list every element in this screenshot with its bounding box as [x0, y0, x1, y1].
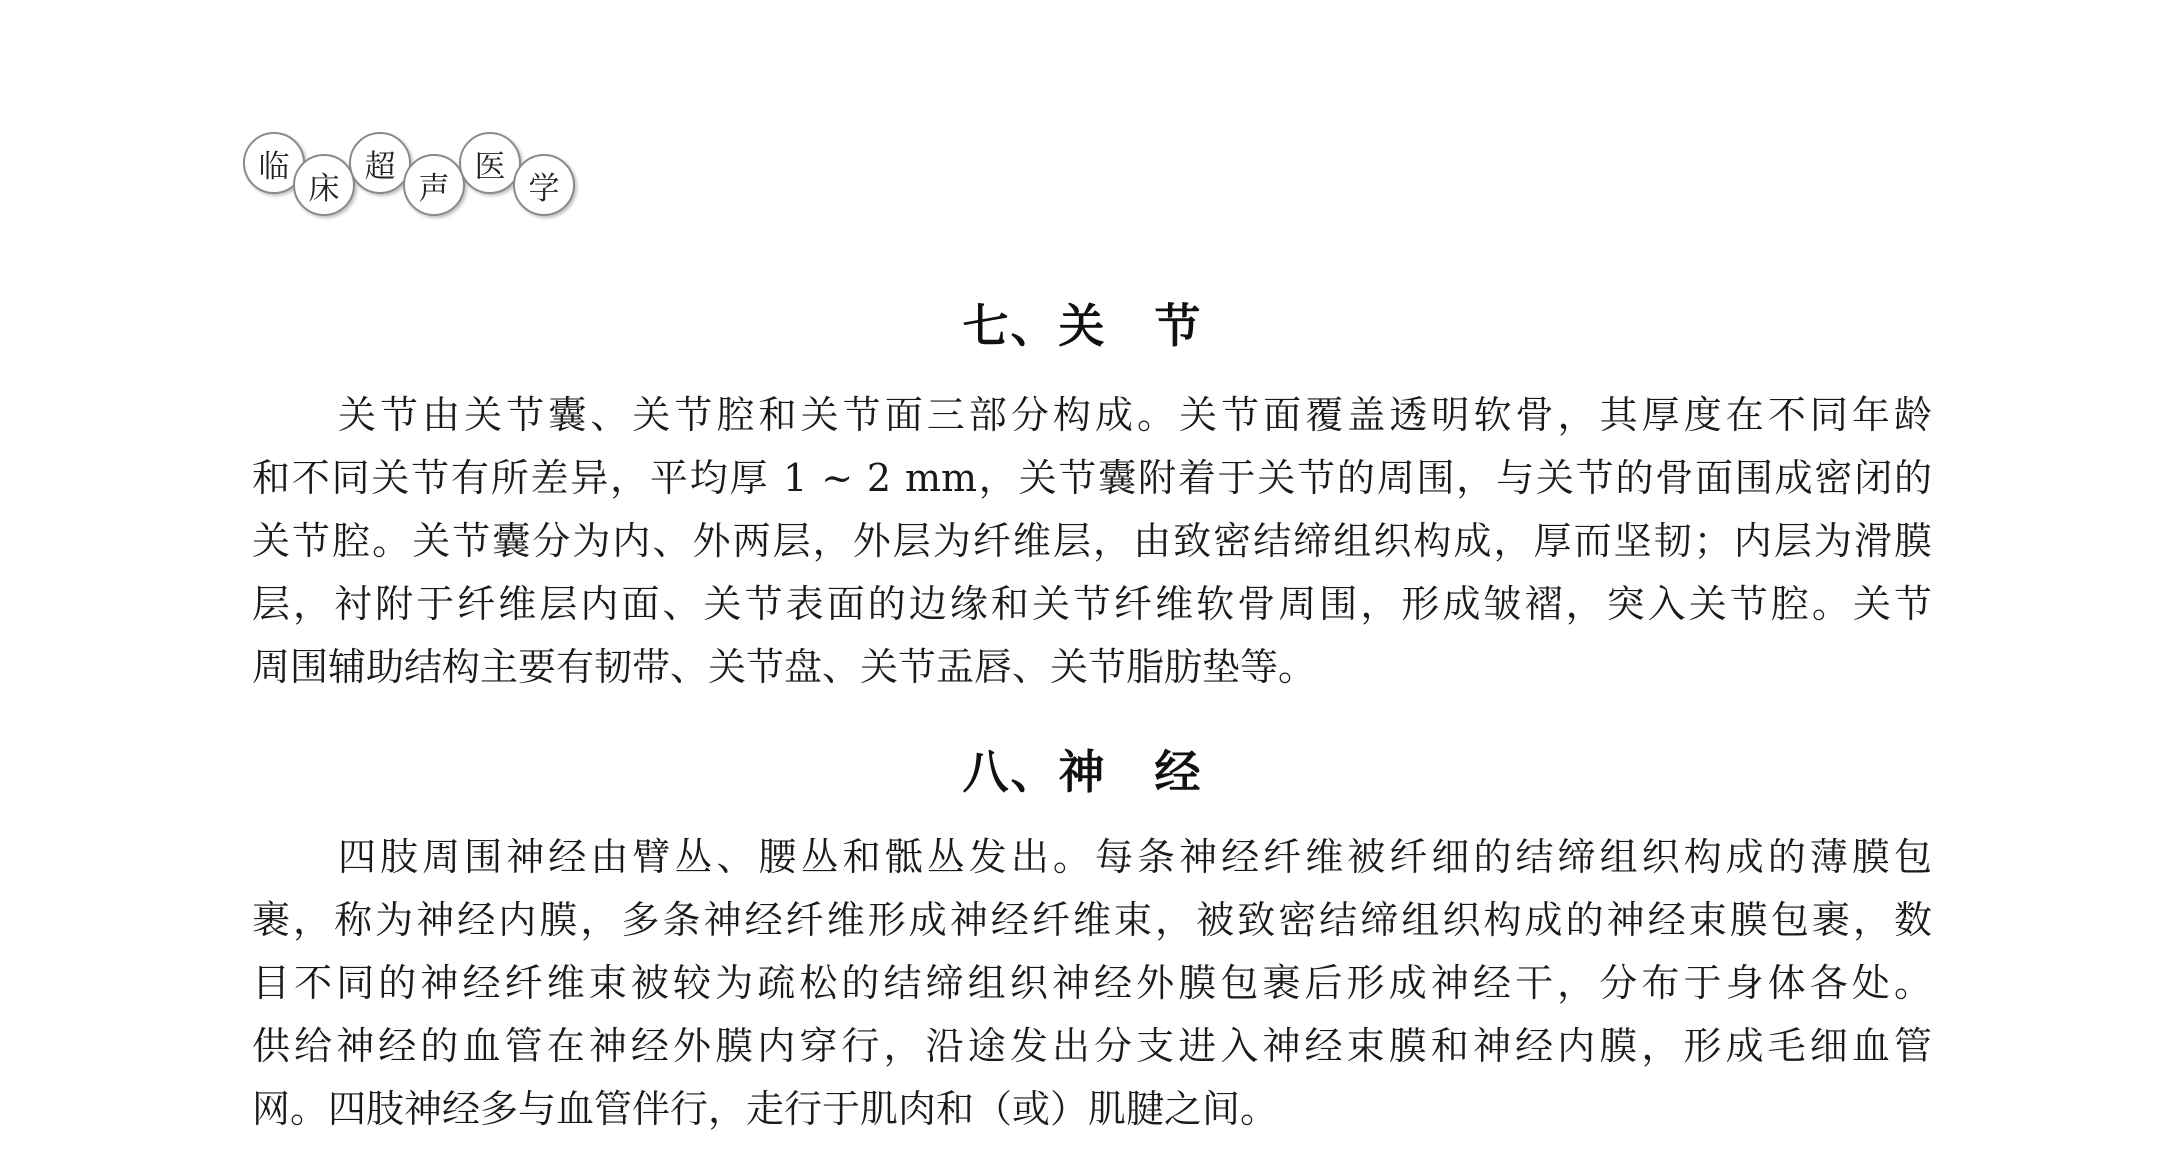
paragraph-line: 网。四肢神经多与血管伴行，走行于肌肉和（或）肌腱之间。 [252, 1087, 1279, 1131]
logo-char-circle: 医 [459, 132, 521, 194]
paragraph-line: 周围辅助结构主要有韧带、关节盘、关节盂唇、关节脂肪垫等。 [252, 645, 1317, 689]
paragraph-nerve [252, 826, 1932, 1141]
logo-char-circle: 超 [349, 132, 411, 194]
logo-char-circle: 床 [293, 154, 355, 216]
paragraph-line: 关节由关节囊、关节腔和关节面三部分构成。关节面覆盖透明软骨，其厚度在不同年龄 [338, 393, 1932, 437]
paragraph-line: 供给神经的血管在神经外膜内穿行，沿途发出分支进入神经束膜和神经内膜，形成毛细血管 [252, 1024, 1932, 1068]
paragraph-joint [252, 384, 1932, 699]
paragraph-line: 目不同的神经纤维束被较为疏松的结缔组织神经外膜包裹后形成神经干，分布于身体各处。 [252, 961, 1932, 1005]
section-title-joint: 七、关 节 [962, 299, 1203, 353]
paragraph-line: 层，衬附于纤维层内面、关节表面的边缘和关节纤维软骨周围，形成皱褶，突入关节腔。关节 [252, 582, 1932, 626]
logo-char-circle: 声 [403, 154, 465, 216]
paragraph-line: 关节腔。关节囊分为内、外两层，外层为纤维层，由致密结缔组织构成，厚而坚韧；内层为滑膜 [252, 519, 1932, 563]
paragraph-line: 和不同关节有所差异，平均厚 1 ~ 2 mm，关节囊附着于关节的周围，与关节的骨面围成密闭的 [252, 456, 1932, 500]
section-title-nerve: 八、神 经 [962, 745, 1203, 799]
logo-char-circle: 临 [243, 132, 305, 194]
paragraph-line: 四肢周围神经由臂丛、腰丛和骶丛发出。每条神经纤维被纤细的结缔组织构成的薄膜包 [338, 835, 1932, 879]
book-series-logo [243, 132, 583, 216]
logo-char-circle: 学 [513, 154, 575, 216]
paragraph-line: 裹，称为神经内膜，多条神经纤维形成神经纤维束，被致密结缔组织构成的神经束膜包裹，数 [252, 898, 1932, 942]
